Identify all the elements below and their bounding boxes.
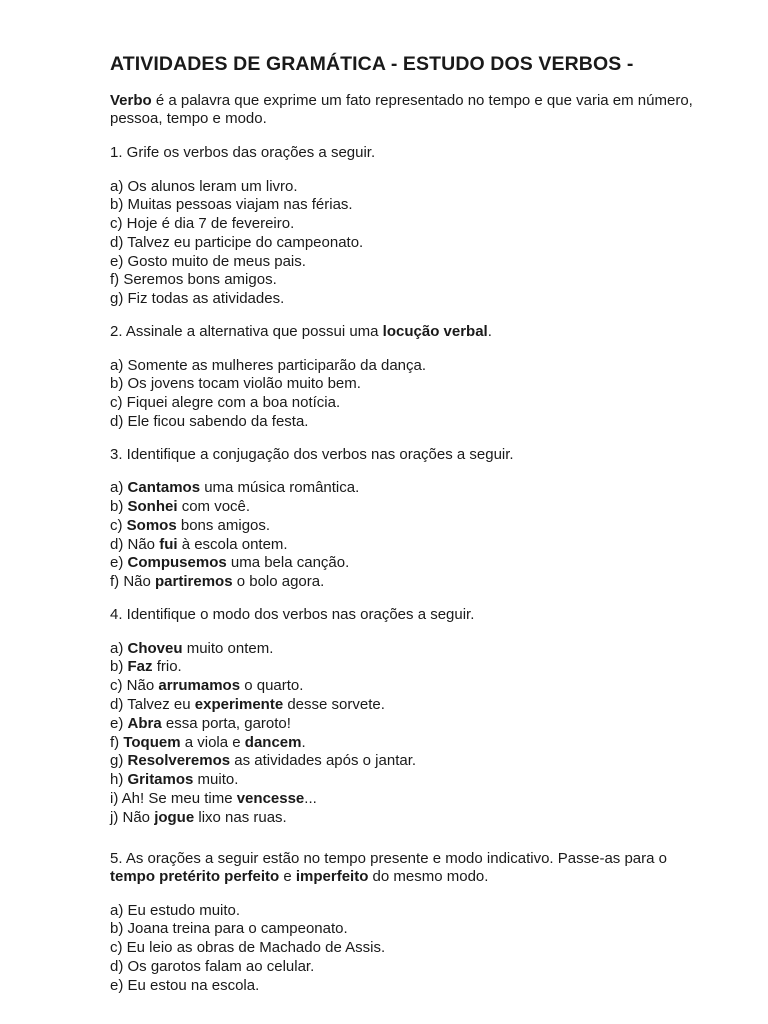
item-verb: arrumamos [158, 677, 241, 695]
item-text: h) [110, 771, 128, 789]
item-text: o bolo agora. [232, 573, 325, 591]
question-5-prompt-text: 5. As orações a seguir estão no tempo presente e modo indicativo. Passe-as para o [110, 849, 667, 867]
item-verb: dancem [244, 733, 302, 751]
item-verb: experimente [194, 695, 284, 713]
item-text: j) Não [110, 808, 155, 826]
item-verb: Abra [127, 714, 162, 732]
item-verb: Faz [127, 658, 153, 676]
question-4-item [110, 809, 710, 828]
question-5-item: b) Joana treina para o campeonato. [110, 920, 348, 938]
item-text: essa porta, garoto! [161, 714, 291, 732]
item-text: muito ontem. [182, 639, 274, 657]
item-text: as atividades após o jantar. [230, 752, 417, 770]
question-5-prompt-bold: imperfeito [295, 868, 369, 886]
question-1-items [110, 178, 710, 310]
question-5-item: e) Eu estou na escola. [110, 976, 260, 994]
item-text: o quarto. [240, 677, 304, 695]
question-1-prompt: 1. Grife os verbos das orações a seguir. [110, 144, 376, 161]
item-text: com você. [177, 498, 251, 516]
question-1-item: c) Hoje é dia 7 de fevereiro. [110, 215, 295, 233]
item-text: e) [110, 554, 128, 572]
item-text: uma bela canção. [226, 554, 350, 572]
question-5-prompt-text: e [279, 868, 296, 886]
question-5-prompt-text: do mesmo modo. [368, 868, 489, 886]
intro-paragraph [110, 92, 710, 128]
question-2-item: d) Ele ficou sabendo da festa. [110, 412, 309, 430]
question-2-item: c) Fiquei alegre com a boa notícia. [110, 394, 341, 412]
item-verb: Toquem [123, 733, 181, 751]
item-text: e) [110, 714, 128, 732]
item-text: bons amigos. [176, 516, 271, 534]
item-verb: Cantamos [127, 479, 201, 497]
question-3-item [110, 498, 710, 517]
question-3-item [110, 536, 710, 555]
item-text: f) [110, 733, 124, 751]
question-2-item: b) Os jovens tocam violão muito bem. [110, 375, 361, 393]
item-text: b) [110, 498, 128, 516]
question-2-prompt-bold: locução verbal [382, 323, 488, 341]
item-verb: Compusemos [127, 554, 227, 572]
intro-text: é a palavra que exprime um fato representado no tempo e que varia em número, pessoa, tempo e modo. [110, 92, 693, 127]
item-text: c) Não [110, 677, 159, 695]
question-3-prompt: 3. Identifique a conjugação dos verbos nas orações a seguir. [110, 445, 514, 463]
item-text: desse sorvete. [283, 695, 385, 713]
item-text: frio. [152, 658, 182, 676]
item-text: c) [110, 516, 127, 534]
question-1-item: g) Fiz todas as atividades. [110, 290, 285, 308]
question-4-item [110, 790, 710, 809]
question-5-items [110, 902, 710, 996]
question-2-prompt [110, 323, 710, 342]
question-4-item [110, 640, 710, 659]
question-4-item [110, 715, 710, 734]
question-4-items [110, 640, 710, 828]
question-4-item [110, 771, 710, 790]
item-verb: vencesse [236, 789, 305, 807]
question-3-item [110, 517, 710, 536]
question-3-items [110, 479, 710, 592]
question-5-item: d) Os garotos falam ao celular. [110, 957, 315, 975]
item-verb: Gritamos [127, 771, 194, 789]
item-text: à escola ontem. [177, 535, 288, 553]
item-text: muito. [193, 771, 239, 789]
question-1-item: d) Talvez eu participe do campeonato. [110, 233, 364, 251]
item-verb: fui [159, 535, 178, 553]
question-2-prompt-text: 2. Assinale a alternativa que possui uma [110, 323, 383, 341]
question-5-prompt [110, 850, 710, 887]
document-page [110, 52, 710, 1010]
question-4-item [110, 677, 710, 696]
question-1-item: e) Gosto muito de meus pais. [110, 252, 306, 270]
item-text: . [301, 733, 306, 751]
question-5-item: a) Eu estudo muito. [110, 901, 241, 919]
question-4-item [110, 696, 710, 715]
intro-term: Verbo [110, 92, 152, 109]
question-2-prompt-end: . [487, 323, 492, 341]
question-1-item: a) Os alunos leram um livro. [110, 177, 298, 195]
item-text: d) Não [110, 535, 160, 553]
item-text: lixo nas ruas. [194, 808, 287, 826]
item-text: a viola e [180, 733, 245, 751]
item-verb: Choveu [127, 639, 183, 657]
item-verb: jogue [154, 808, 195, 826]
question-2-item: a) Somente as mulheres participarão da dança. [110, 356, 427, 374]
item-text: i) Ah! Se meu time [110, 789, 237, 807]
question-1-item: f) Seremos bons amigos. [110, 271, 277, 289]
item-text: g) [110, 752, 128, 770]
item-text: f) Não [110, 573, 156, 591]
item-text: d) Talvez eu [110, 695, 195, 713]
question-5-item: c) Eu leio as obras de Machado de Assis. [110, 939, 386, 957]
question-4-prompt: 4. Identifique o modo dos verbos nas orações a seguir. [110, 606, 475, 624]
question-5-prompt-bold: tempo pretérito perfeito [110, 868, 280, 886]
question-3-item [110, 573, 710, 592]
question-1-item: b) Muitas pessoas viajam nas férias. [110, 196, 353, 214]
item-verb: Resolveremos [127, 752, 231, 770]
item-text: b) [110, 658, 128, 676]
item-verb: Sonhei [127, 498, 178, 516]
question-3-item [110, 554, 710, 573]
question-2-items [110, 357, 710, 432]
document-title: ATIVIDADES DE GRAMÁTICA - ESTUDO DOS VERBOS - [110, 53, 634, 75]
question-4-item [110, 658, 710, 677]
question-4-item [110, 752, 710, 771]
item-verb: Somos [126, 516, 177, 534]
question-4-item [110, 734, 710, 753]
item-text: ... [304, 789, 317, 807]
item-verb: partiremos [155, 573, 233, 591]
item-text: a) [110, 479, 128, 497]
item-text: a) [110, 639, 128, 657]
item-text: uma música romântica. [200, 479, 360, 497]
question-3-item [110, 479, 710, 498]
